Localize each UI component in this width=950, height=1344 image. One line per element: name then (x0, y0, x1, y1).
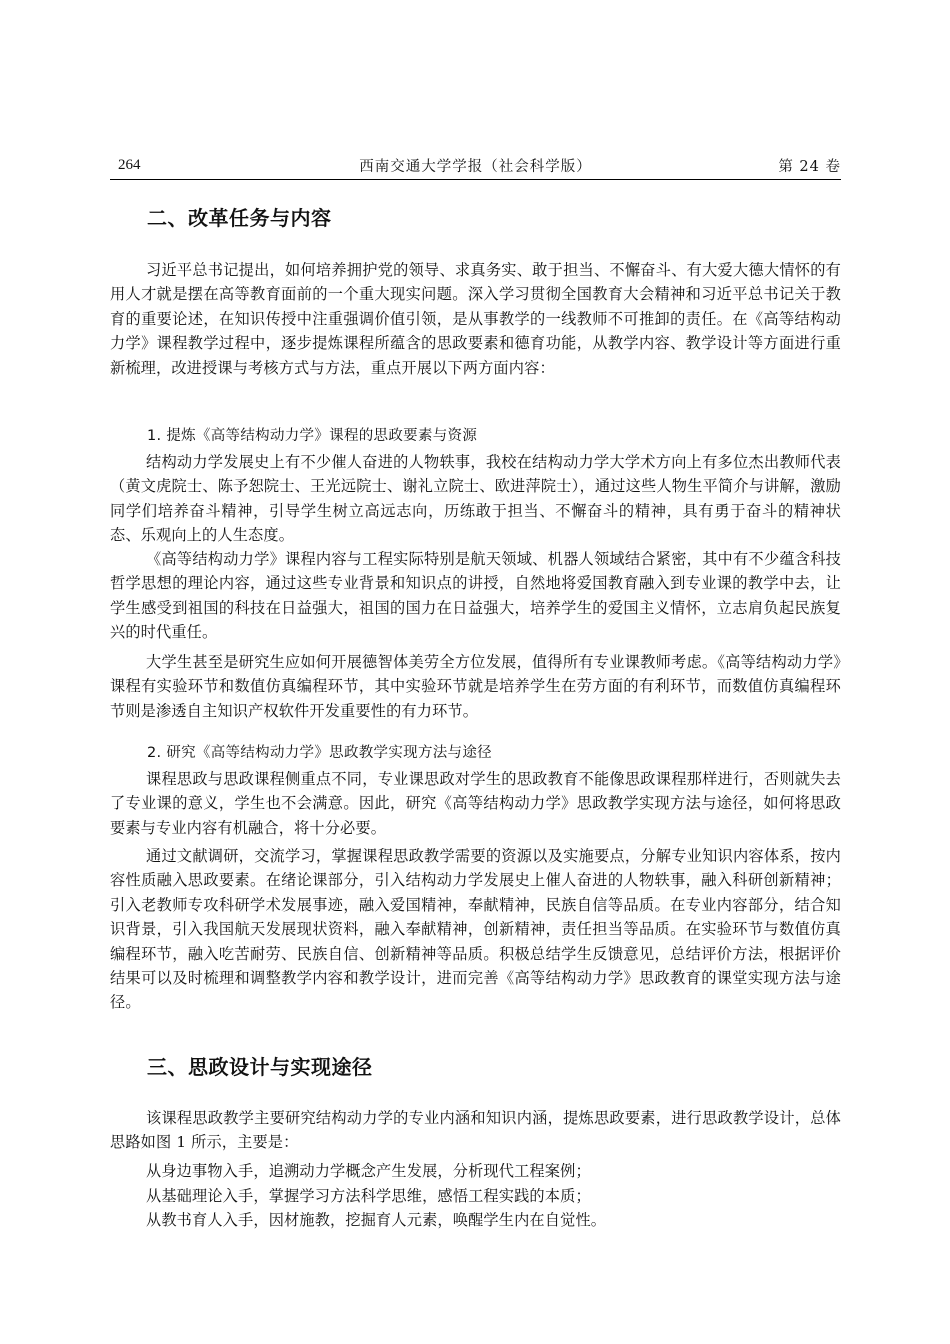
subsection-2-paragraph-1: 课程思政与思政课程侧重点不同，专业课思政对学生的思政教育不能像思政课程那样进行，否则就失去了专业课的意义，学生也不会满意。因此，研究《高等结构动力学》思政教学实现方法与途径，如何将思政要素与专业内容有机融合，将十分必要。 (110, 770, 841, 837)
subsection-1-heading: 1. 提炼《高等结构动力学》课程的思政要素与资源 (147, 428, 478, 444)
journal-title: 西南交通大学学报（社会科学版） (359, 159, 592, 175)
subsection-2-paragraph-2: 通过文献调研，交流学习，掌握课程思政教学需要的资源以及实施要点，分解专业知识内容体系，按内容性质融入思政要素。在绪论课部分，引入结构动力学发展史上催人奋进的人物轶事，融入科研创新精神；引入老教师专攻科研学术发展事迹，融入爱国精神，奉献精神，民族自信等品质。在专业内容部分，结合知识背景，引入我国航天发展现状资料，融入奉献精神，创新精神，责任担当等品质。在实验环节与数值仿真编程环节，融入吃苦耐劳、民族自信、创新精神等品质。积极总结学生反馈意见，总结评价方法，根据评价结果可以及时梳理和调整教学内容和教学设计，进而完善《高等结构动力学》思政教育的课堂实现方法与途径。 (110, 847, 841, 1012)
page-number: 264 (118, 157, 141, 173)
subsection-1-paragraph-2: 《高等结构动力学》课程内容与工程实际特别是航天领域、机器人领域结合紧密，其中有不少蕴含科技哲学思想的理论内容，通过这些专业背景和知识点的讲授，自然地将爱国教育融入到专业课的教学中去，让学生感受到祖国的科技在日益强大，祖国的国力在日益强大，培养学生的爱国主义情怀，立志肩负起民族复兴的时代重任。 (110, 550, 841, 642)
header-rule (110, 179, 841, 180)
subsection-1-paragraph-3: 大学生甚至是研究生应如何开展德智体美劳全方位发展，值得所有专业课教师考虑。《高等结构动力学》课程有实验环节和数值仿真编程环节，其中实验环节就是培养学生在劳方面的有利环节，而数值仿真编程环节则是渗透自主知识产权软件开发重要性的有力环节。 (110, 653, 841, 720)
running-head (110, 155, 841, 177)
subsection-1-paragraph-1: 结构动力学发展史上有不少催人奋进的人物轶事，我校在结构动力学大学术方向上有多位杰出教师代表（黄文虎院士、陈予恕院士、王光远院士、谢礼立院士、欧进萍院士），通过这些人物生平简介与讲解，激励同学们培养奋斗精神，引导学生树立高远志向，历练敢于担当、不懈奋斗的精神，具有勇于奋斗的精神状态、乐观向上的人生态度。 (110, 453, 841, 545)
list-item: 从教书育人入手，因材施教，挖掘育人元素，唤醒学生内在自觉性。 (146, 1211, 607, 1229)
list-item: 从基础理论入手，掌握学习方法科学思维，感悟工程实践的本质； (146, 1187, 591, 1205)
list-item: 从身边事物入手，追溯动力学概念产生发展，分析现代工程案例； (146, 1162, 591, 1180)
section-2-heading: 二、改革任务与内容 (147, 206, 332, 230)
section-3-intro-paragraph: 该课程思政教学主要研究结构动力学的专业内涵和知识内涵，提炼思政要素，进行思政教学设计，总体思路如图 1 所示，主要是： (110, 1109, 841, 1152)
subsection-2-heading: 2. 研究《高等结构动力学》思政教学实现方法与途径 (147, 745, 492, 761)
section-2-intro-paragraph: 习近平总书记提出，如何培养拥护党的领导、求真务实、敢于担当、不懈奋斗、有大爱大德大情怀的有用人才就是摆在高等教育面前的一个重大现实问题。深入学习贯彻全国教育大会精神和习近平总书记关于教育的重要论述，在知识传授中注重强调价值引领，是从事教学的一线教师不可推卸的责任。在《高等结构动力学》课程教学过程中，逐步提炼课程所蕴含的思政要素和德育功能，从教学内容、教学设计等方面进行重新梳理，改进授课与考核方式与方法，重点开展以下两方面内容： (110, 261, 841, 377)
section-3-heading: 三、思政设计与实现途径 (147, 1055, 373, 1079)
volume-label: 第 24 卷 (778, 159, 841, 175)
